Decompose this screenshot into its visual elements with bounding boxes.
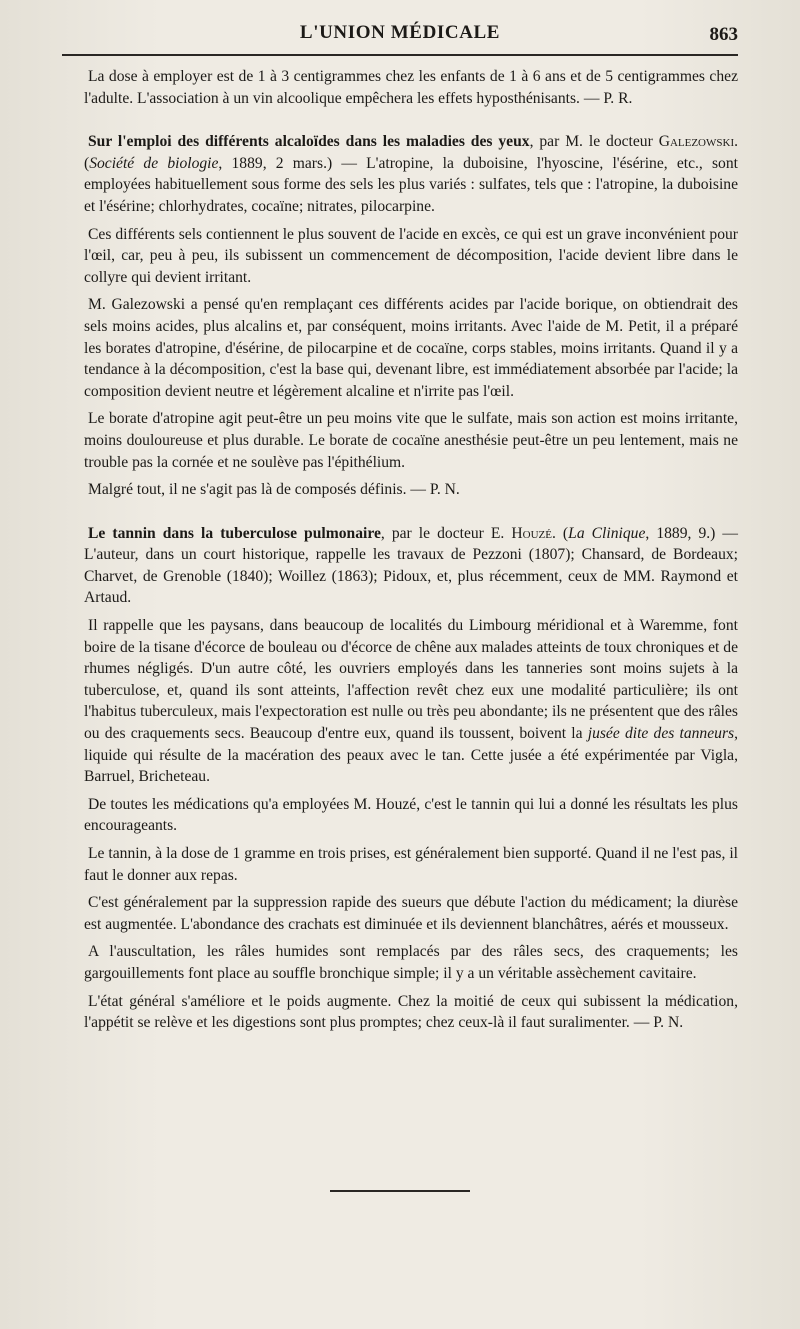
article-tannin-paragraph-4: Le tannin, à la dose de 1 gramme en trois prises, est généralement bien supporté. Quand il ne l'est pas, il faut le donner aux repas. xyxy=(84,845,738,884)
article-tannin-source: La Clinique xyxy=(568,524,646,542)
article-alkaloids-by: , par M. le docteur xyxy=(529,133,659,151)
article-tannin-paragraph-5: C'est généralement par la suppression rapide des sueurs que débute l'action du médicament; la diurèse est augmentée. L'abondance des crachats est diminuée et ils deviennent blanchâtres, aérés et mousseux. xyxy=(84,894,738,933)
article-alkaloids-source-open: . ( xyxy=(84,133,739,172)
page-body xyxy=(84,66,738,1034)
article-alkaloids-lead xyxy=(84,131,738,217)
article-tannin-paragraph-6: A l'auscultation, les râles humides sont remplacés par des râles secs, des craquements; les gargouillements font place au souffle bronchique simple; il y a un véritable assèchement cavitaire. xyxy=(84,943,738,982)
article-tannin-paragraph-7: L'état général s'améliore et le poids augmente. Chez la moitié de ceux qui subissent la médication, l'appétit se relève et les digestions sont plus promptes; chez ceux-là il faut suralimenter. — P. N. xyxy=(84,992,738,1032)
article-tannin-lead xyxy=(84,523,738,609)
article-tannin-p2-text-b: , liquide qui résulte de la macération des peaux avec le tan. Cette jusée a été expérimentée par Vigla, Barruel, Bricheteau. xyxy=(84,725,738,786)
article-tannin-p2-text-a: Il rappelle que les paysans, dans beaucoup de localités du Limbourg méridional et à Waremme, font boire de la tisane d'écorce de bouleau ou d'écorce de chêne aux malades atteints de toux chroniques et de rhumes négligés. D'un autre côté, les ouvriers employés dans les tanneries sont moins sujets à la tuberculose, et, quand ils sont atteints, l'affection revêt chez eux une modalité particulière; ils ont l'habitus tuberculeux, mais l'expectoration est nulle ou très peu abondante; ils ne présentent que des râles ou des craquements secs. Beaucoup d'entre eux, quand ils toussent, boivent la xyxy=(84,617,738,743)
article-alkaloids-author: Galezowski xyxy=(658,133,735,151)
article-alkaloids-paragraph-4: Le borate d'atropine agit peut-être un peu moins vite que le sulfate, mais son action est moins irritante, moins douloureuse et plus durable. Le borate de cocaïne anesthésie peut-être un peu lentement, mais ne trouble pas la cornée et ne soulève pas l'épithélium. xyxy=(84,410,738,471)
article-tannin-paragraph-2 xyxy=(84,615,738,788)
article-tannin-by: , par le docteur E. xyxy=(380,524,512,542)
article-tannin-paragraph-3: De toutes les médications qu'a employées M. Houzé, c'est le tannin qui lui a donné les résultats les plus encourageants. xyxy=(84,795,738,835)
footnote-divider xyxy=(330,1190,470,1192)
article-alkaloids-source: Société de biologie xyxy=(89,154,219,172)
article-tannin-author: Houzé xyxy=(511,524,552,542)
journal-title: L'UNION MÉDICALE xyxy=(299,22,501,43)
article-alkaloids-paragraph-2: Ces différents sels contiennent le plus souvent de l'acide en excès, ce qui est un grave inconvénient pour l'œil, car, peu à peu, ils subissent un commencement de décomposition, l'acide devient libre dans le collyre qui devient irritant. xyxy=(84,225,738,286)
article-tannin-p2-italic: jusée dite des tanneurs xyxy=(587,725,735,743)
article-tannin-lead-text: , 1889, 9.) — L'auteur, dans un court historique, rappelle les travaux de Pezzoni (1807); Chansard, de Bordeaux; Charvet, de Grenoble (1840); Woillez (1863); Pidoux, et, plus récemment, ceux de MM. Raymond et Artaud. xyxy=(84,524,738,607)
page-number: 863 xyxy=(709,24,738,45)
article-tannin-title: Le tannin dans la tuberculose pulmonaire xyxy=(88,524,381,542)
article-alkaloids-paragraph-3: M. Galezowski a pensé qu'en remplaçant ces différents acides par l'acide borique, on obtiendrait des sels moins acides, plus alcalins et, par conséquent, moins irritants. Avec l'aide de M. Petit, il a préparé les borates d'atropine, d'ésérine, de pilocarpine et de cocaïne, corps stables, moins irritants. Quand il y a tendance à la décomposition, c'est la base qui, devenant libre, est immédiatement absorbée par l'acide; la composition devient neutre et légèrement alcaline et n'irrite pas l'œil. xyxy=(84,296,738,400)
article-alkaloids-lead-text: , 1889, 2 mars.) — L'atropine, la duboisine, l'hyoscine, l'ésérine, etc., sont employées habituellement sous forme des sels les plus variés : sulfates, tels que : l'atropine, la duboisine et l'ésérine; chlorhydrates, cocaïne; nitrates, pilocarpine. xyxy=(84,154,738,215)
running-header xyxy=(62,20,738,56)
intro-paragraph: La dose à employer est de 1 à 3 centigrammes chez les enfants de 1 à 6 ans et de 5 centigrammes chez l'adulte. L'association à un vin alcoolique empêchera les effets hyposthénisants. — P. R. xyxy=(84,68,738,107)
article-alkaloids-title: Sur l'emploi des différents alcaloïdes dans les maladies des yeux xyxy=(88,133,530,151)
article-alkaloids-signoff: Malgré tout, il ne s'agit pas là de composés définis. — P. N. xyxy=(88,481,460,499)
article-tannin-source-open: . ( xyxy=(551,524,569,542)
